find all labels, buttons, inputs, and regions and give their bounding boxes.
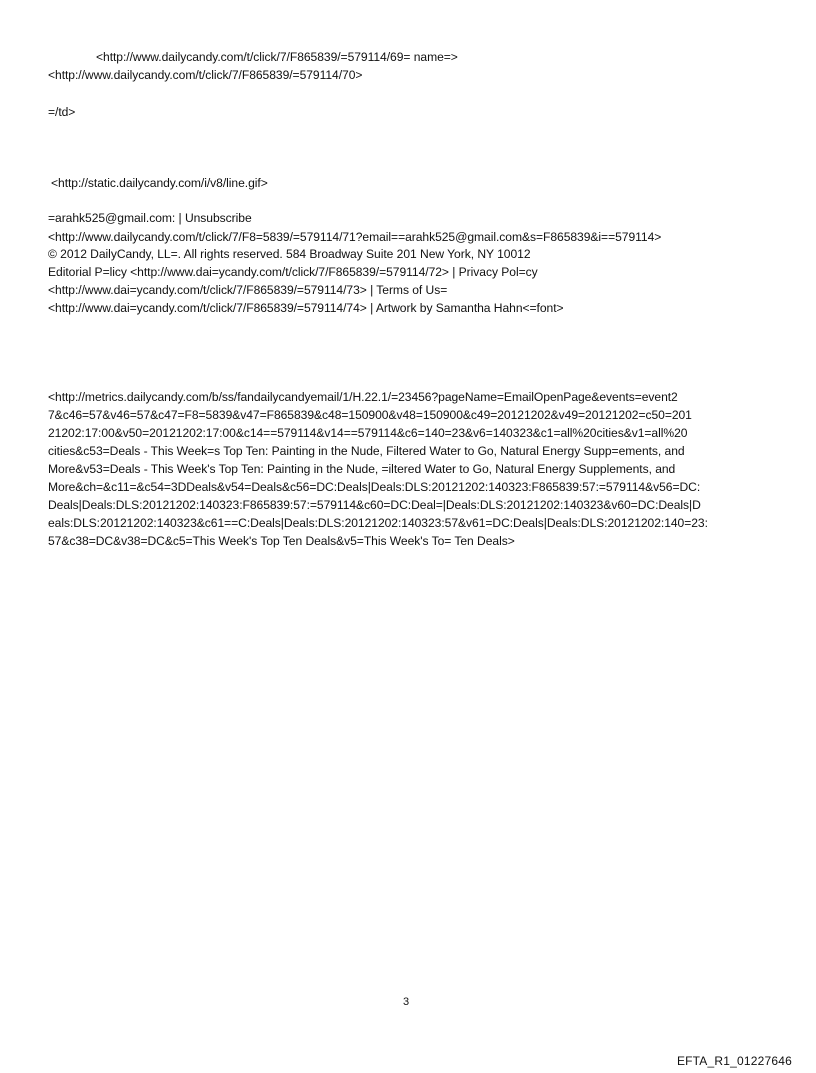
td-close-text: =/td>	[48, 105, 76, 119]
metrics-line: More&v53=Deals - This Week's Top Ten: Painting in the Nude, =iltered Water to Go, Natural Energy Supplements, and	[48, 462, 676, 476]
metrics-line: Deals|Deals:DLS:20121202:140323:F865839:57:=579114&c60=DC:Deal=|Deals:DLS:20121202:140323&v60=DC:Deals|D	[48, 498, 701, 512]
metrics-line: 7&c46=57&v46=57&c47=F8=5839&v47=F865839&c48=150900&v48=150900&c49=20121202&v49=20121202=c50=201	[48, 408, 692, 422]
metrics-line: eals:DLS:20121202:140323&c61==C:Deals|Deals:DLS:20121202:140323:57&v61=DC:Deals|Deals:DLS:20121202:140=23:	[48, 516, 708, 530]
metrics-line: cities&c53=Deals - This Week=s Top Ten: Painting in the Nude, Filtered Water to Go, Natural Energy Supp=ements, and	[48, 444, 685, 458]
document-id: EFTA_R1_01227646	[676, 1054, 792, 1068]
metrics-line: 57&c38=DC&v38=DC&c5=This Week's Top Ten Deals&v5=This Week's To= Ten Deals>	[48, 534, 515, 548]
link-line-70: <http://www.dailycandy.com/t/click/7/F865839/=579114/70>	[48, 68, 363, 82]
link-line-69: <http://www.dailycandy.com/t/click/7/F865839/=579114/69= name=>	[96, 50, 458, 64]
policy-line: Editorial P=licy <http://www.dai=ycandy.com/t/click/7/F865839/=579114/72> | Privacy Pol=cy	[48, 265, 538, 279]
metrics-line: More&ch=&c11=&c54=3DDeals&v54=Deals&c56=DC:Deals|Deals:DLS:20121202:140323:F865839:57:=579114&v56=DC:	[48, 480, 701, 494]
page-number: 3	[403, 996, 410, 1008]
unsubscribe-url: <http://www.dailycandy.com/t/click/7/F8=5839/=579114/71?email==arahk525@gmail.com&s=F865839&i==579114>	[48, 230, 662, 244]
metrics-line: 21202:17:00&v50=20121202:17:00&c14==579114&v14==579114&c6=140=23&v6=140323&c1=all%20cities&v1=all%20	[48, 426, 688, 440]
line-gif-url: <http://static.dailycandy.com/i/v8/line.gif>	[51, 176, 268, 190]
unsubscribe-line: =arahk525@gmail.com: | Unsubscribe	[48, 211, 252, 225]
artwork-line: <http://www.dai=ycandy.com/t/click/7/F865839/=579114/74> | Artwork by Samantha Hahn<=font>	[48, 301, 564, 315]
terms-line: <http://www.dai=ycandy.com/t/click/7/F865839/=579114/73> | Terms of Us=	[48, 283, 448, 297]
metrics-line: <http://metrics.dailycandy.com/b/ss/fandailycandyemail/1/H.22.1/=23456?pageName=EmailOpenPage&events=event2	[48, 390, 678, 404]
copyright-line: © 2012 DailyCandy, LL=. All rights reserved. 584 Broadway Suite 201 New York, NY 10012	[48, 247, 531, 261]
